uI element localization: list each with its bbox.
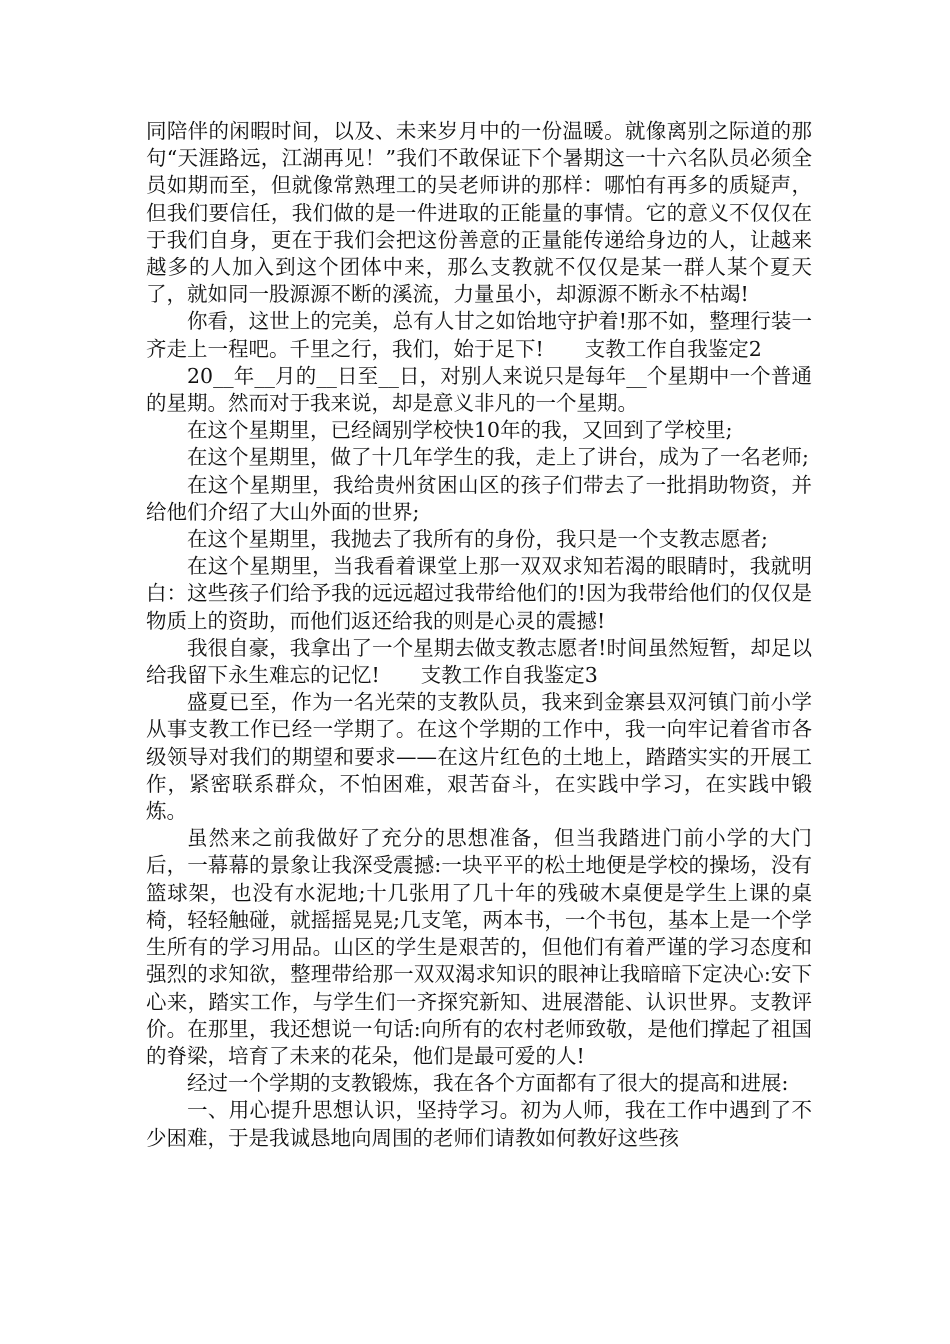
paragraph-2-text: 你看，这世上的完美，总有人甘之如饴地守护着!那不如，整理行装一齐走上一程吧。千里之行，我们，始于足下!	[146, 309, 812, 361]
paragraph-9-text: 我很自豪，我拿出了一个星期去做支教志愿者!时间虽然短暂，却足以给我留下永生难忘的记忆!	[146, 635, 812, 688]
paragraph-1: 同陪伴的闲暇时间，以及、未来岁月中的一份温暖。就像离别之际道的那句“天涯路远，江湖再见！”我们不敢保证下个暑期这一十六名队员必须全员如期而至，但就像常熟理工的吴老师讲的那样：哪怕有再多的质疑声，但我们要信任，我们做的是一件进取的正能量的事情。它的意义不仅仅在于我们自身，更在于我们会把这份善意的正量能传递给身边的人，让越来越多的人加入到这个团体中来，那么支教就不仅仅是某一群人某个夏天了，就如同一股源源不断的溪流，力量虽小，却源源不断永不枯竭!	[146, 119, 812, 307]
paragraph-12: 经过一个学期的支教锻炼，我在各个方面都有了很大的提高和进展:	[187, 1071, 789, 1096]
section-heading-3: 支教工作自我鉴定3	[420, 663, 598, 688]
paragraph-5: 在这个星期里，做了十几年学生的我，走上了讲台，成为了一名老师;	[187, 445, 809, 470]
paragraph-9	[146, 635, 812, 689]
paragraph-2	[146, 308, 812, 362]
paragraph-11: 虽然来之前我做好了充分的思想准备，但当我踏进门前小学的大门后，一幕幕的景象让我深受震撼:一块平平的松土地便是学校的操场，没有篮球架，也没有水泥地;十几张用了几十年的残破木桌便是学生上课的桌椅，轻轻触碰，就摇摇晃晃;几支笔，两本书，一个书包，基本上是一个学生所有的学习用品。山区的学生是艰苦的，但他们有着严谨的学习态度和强烈的求知欲，整理带给那一双双渴求知识的眼神让我暗暗下定决心:安下心来，踏实工作，与学生们一齐探究新知、进展潜能、认识世界。支教评价。在那里，我还想说一句话:向所有的农村老师致敬，是他们撑起了祖国的脊梁，培育了未来的花朵，他们是最可爱的人!	[146, 826, 812, 1068]
paragraph-6: 在这个星期里，我给贵州贫困山区的孩子们带去了一批捐助物资，并给他们介绍了大山外面的世界;	[146, 472, 812, 524]
paragraph-3: 20__年__月的__日至__日，对别人来说只是每年__个星期中一个普通的星期。然而对于我来说，却是意义非凡的一个星期。	[146, 363, 812, 416]
paragraph-10: 盛夏已至，作为一名光荣的支教队员，我来到金寨县双河镇门前小学从事支教工作已经一学期了。在这个学期的工作中，我一向牢记着省市各级领导对我们的期望和要求——在这片红色的土地上，踏踏实实的开展工作，紧密联系群众，不怕困难，艰苦奋斗，在实践中学习，在实践中锻炼。	[146, 690, 812, 824]
section-heading-2: 支教工作自我鉴定2	[584, 336, 762, 361]
paragraph-7: 在这个星期里，我抛去了我所有的身份，我只是一个支教志愿者;	[187, 527, 768, 552]
paragraph-13: 一、用心提升思想认识，坚持学习。初为人师，我在工作中遇到了不少困难，于是我诚恳地向周围的老师们请教如何教好这些孩	[146, 1098, 812, 1150]
paragraph-4: 在这个星期里，已经阔别学校快10年的我，又回到了学校里;	[187, 418, 733, 443]
paragraph-8: 在这个星期里，当我看着课堂上那一双双求知若渴的眼睛时，我就明白：这些孩子们给予我的远远超过我带给他们的!因为我带给他们的仅仅是物质上的资助，而他们返还给我的则是心灵的震撼!	[146, 554, 812, 633]
document-body	[146, 118, 812, 1152]
